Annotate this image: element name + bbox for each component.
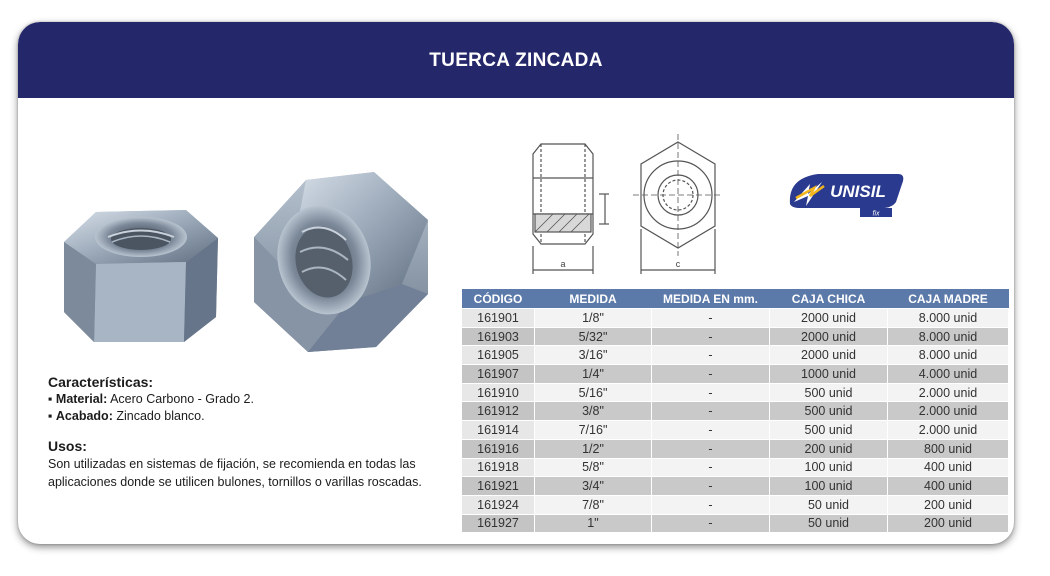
cell-codigo: 161921 xyxy=(462,477,535,496)
page-title: TUERCA ZINCADA xyxy=(429,50,603,71)
cell-caja-chica: 200 unid xyxy=(770,439,888,458)
cell-medida: 1/2" xyxy=(535,439,652,458)
cell-codigo: 161905 xyxy=(462,346,535,365)
cell-codigo: 161912 xyxy=(462,402,535,421)
cell-medida: 1" xyxy=(535,514,652,533)
cell-codigo: 161910 xyxy=(462,383,535,402)
cell-medida-mm: - xyxy=(652,458,770,477)
cell-medida: 1/4" xyxy=(535,365,652,384)
cell-medida: 7/8" xyxy=(535,495,652,514)
uses-text: Son utilizadas en sistemas de fijación, se recomienda en todas las aplicaciones donde se utilicen bulones, tornillos o varillas roscadas. xyxy=(48,457,422,489)
header-medida-mm: MEDIDA EN mm. xyxy=(652,289,770,309)
product-photo xyxy=(56,142,436,357)
cell-medida-mm: - xyxy=(652,402,770,421)
cell-medida-mm: - xyxy=(652,495,770,514)
header-bar xyxy=(18,22,1014,98)
cell-caja-madre: 2.000 unid xyxy=(888,383,1009,402)
finish-line: ▪ Acabado: Zincado blanco. xyxy=(48,409,205,423)
cell-caja-madre: 800 unid xyxy=(888,439,1009,458)
table-row xyxy=(462,346,1009,365)
cell-medida-mm: - xyxy=(652,309,770,328)
cell-codigo: 161924 xyxy=(462,495,535,514)
material-label: Material: xyxy=(55,392,108,406)
nut-right-image xyxy=(254,172,428,352)
cell-caja-madre: 4.000 unid xyxy=(888,365,1009,384)
header-codigo: CÓDIGO xyxy=(462,289,535,309)
cell-caja-madre: 200 unid xyxy=(888,514,1009,533)
cell-caja-madre: 400 unid xyxy=(888,458,1009,477)
header-caja-chica: CAJA CHICA xyxy=(770,289,888,309)
table-row xyxy=(462,458,1009,477)
brand-name: UNISIL xyxy=(830,182,886,201)
cell-medida-mm: - xyxy=(652,327,770,346)
cell-caja-chica: 500 unid xyxy=(770,402,888,421)
cell-caja-chica: 2000 unid xyxy=(770,346,888,365)
table-row xyxy=(462,421,1009,440)
cell-caja-chica: 2000 unid xyxy=(770,327,888,346)
cell-caja-chica: 500 unid xyxy=(770,421,888,440)
cell-caja-chica: 100 unid xyxy=(770,477,888,496)
table-row xyxy=(462,514,1009,533)
cell-caja-madre: 8.000 unid xyxy=(888,346,1009,365)
table-row xyxy=(462,402,1009,421)
header-medida: MEDIDA xyxy=(535,289,652,309)
cell-caja-madre: 2.000 unid xyxy=(888,402,1009,421)
table-row xyxy=(462,477,1009,496)
cell-medida: 3/8" xyxy=(535,402,652,421)
cell-medida-mm: - xyxy=(652,365,770,384)
dim-label-c: c xyxy=(675,259,681,269)
finish-label: Acabado: xyxy=(55,409,113,423)
technical-drawing xyxy=(523,134,813,284)
uses-title: Usos: xyxy=(48,438,87,454)
cell-medida: 5/16" xyxy=(535,383,652,402)
specs-section xyxy=(48,374,448,491)
brand-sub: fix xyxy=(872,210,880,218)
cell-caja-madre: 400 unid xyxy=(888,477,1009,496)
dim-label-a: a xyxy=(560,259,566,269)
cell-medida: 5/8" xyxy=(535,458,652,477)
cell-codigo: 161918 xyxy=(462,458,535,477)
cell-caja-chica: 50 unid xyxy=(770,495,888,514)
cell-codigo: 161927 xyxy=(462,514,535,533)
nut-left-image xyxy=(64,210,218,342)
cell-medida: 1/8" xyxy=(535,309,652,328)
cell-caja-madre: 2.000 unid xyxy=(888,421,1009,440)
table-row xyxy=(462,309,1009,328)
cell-codigo: 161907 xyxy=(462,365,535,384)
material-value: Acero Carbono - Grado 2. xyxy=(107,392,254,406)
product-table xyxy=(461,289,1009,533)
cell-caja-madre: 8.000 unid xyxy=(888,327,1009,346)
table-row xyxy=(462,439,1009,458)
product-card xyxy=(18,22,1014,544)
cell-codigo: 161916 xyxy=(462,439,535,458)
cell-caja-chica: 500 unid xyxy=(770,383,888,402)
cell-medida-mm: - xyxy=(652,439,770,458)
table-row xyxy=(462,495,1009,514)
cell-medida-mm: - xyxy=(652,477,770,496)
characteristics-title: Características: xyxy=(48,374,154,390)
cell-medida-mm: - xyxy=(652,421,770,440)
cell-caja-chica: 100 unid xyxy=(770,458,888,477)
table-row xyxy=(462,365,1009,384)
brand-logo xyxy=(780,162,910,222)
cell-codigo: 161914 xyxy=(462,421,535,440)
cell-codigo: 161903 xyxy=(462,327,535,346)
cell-medida: 7/16" xyxy=(535,421,652,440)
cell-caja-chica: 50 unid xyxy=(770,514,888,533)
cell-medida: 3/4" xyxy=(535,477,652,496)
table-header-row xyxy=(462,289,1009,309)
table-row xyxy=(462,327,1009,346)
cell-medida-mm: - xyxy=(652,346,770,365)
finish-value: Zincado blanco. xyxy=(112,409,205,423)
cell-caja-madre: 8.000 unid xyxy=(888,309,1009,328)
cell-caja-chica: 1000 unid xyxy=(770,365,888,384)
cell-caja-madre: 200 unid xyxy=(888,495,1009,514)
table-row xyxy=(462,383,1009,402)
header-caja-madre: CAJA MADRE xyxy=(888,289,1009,309)
cell-caja-chica: 2000 unid xyxy=(770,309,888,328)
cell-medida-mm: - xyxy=(652,383,770,402)
material-line: ▪ Material: Acero Carbono - Grado 2. xyxy=(48,392,254,406)
cell-medida: 5/32" xyxy=(535,327,652,346)
cell-codigo: 161901 xyxy=(462,309,535,328)
cell-medida-mm: - xyxy=(652,514,770,533)
cell-medida: 3/16" xyxy=(535,346,652,365)
